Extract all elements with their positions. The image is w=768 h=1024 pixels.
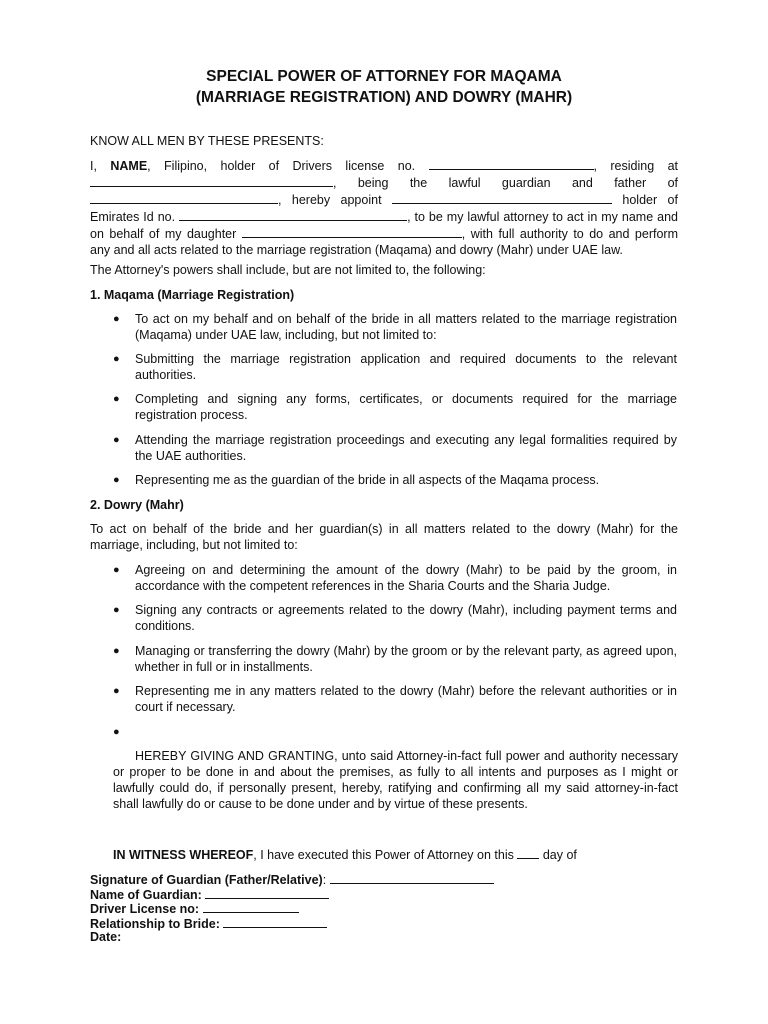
text-emirates-id: Emirates Id no. — [90, 210, 176, 224]
list-item-text: To act on my behalf and on behalf of the bride in all matters related to the marriage registration (Maqama) under UAE law, including, but not limited to: — [135, 312, 677, 342]
list-item-text: Agreeing on and determining the amount of the dowry (Mahr) to be paid by the groom, in accordance with the competent references in the Sharia Courts and the Sharia Judge. — [135, 563, 677, 593]
license-blank — [429, 157, 594, 170]
bullet-icon: ● — [113, 353, 120, 365]
license-no-blank — [203, 900, 299, 913]
witness-text: , I have executed this Power of Attorney on this — [253, 848, 514, 862]
powers-intro: The Attorney's powers shall include, but are not limited to, the following: — [90, 263, 486, 277]
bullet-icon: ● — [113, 474, 120, 486]
list-item-text: Completing and signing any forms, certificates, or documents required for the marriage registration process. — [135, 392, 677, 422]
section2-intro: To act on behalf of the bride and her guardian(s) in all matters related to the dowry (Mahr) for the marriage, including, but not limited to: — [90, 522, 678, 552]
granting-paragraph: HEREBY GIVING AND GRANTING, unto said Attorney-in-fact full power and authority necessary or proper to be done in and about the premises, as fully to all intents and purposes as I might or lawfully could do, if personally present, hereby, ratifying and confirming all my said attorney-in-fact shall lawfully do or cause to be done under and by virtue of these presents. — [113, 749, 678, 811]
guardian-name-label: Name of Guardian: — [90, 888, 202, 902]
list-item-text: Representing me as the guardian of the bride in all aspects of the Maqama process. — [135, 473, 600, 487]
para-line-3 — [90, 191, 678, 208]
text-hereby-appoint: , hereby appoint — [278, 193, 382, 207]
bullet-icon: ● — [113, 604, 120, 616]
list-item-text: Signing any contracts or agreements related to the dowry (Mahr), including payment terms and conditions. — [135, 603, 677, 633]
list-item — [113, 351, 677, 383]
name-placeholder: NAME — [110, 159, 148, 173]
para-line-4 — [90, 208, 678, 225]
day-blank — [517, 846, 539, 859]
text-residing: , residing at — [593, 159, 678, 173]
title-line-1: SPECIAL POWER OF ATTORNEY FOR MAQAMA — [206, 68, 562, 85]
list-item — [113, 643, 677, 675]
list-item — [113, 432, 677, 464]
witness-line — [113, 846, 577, 863]
list-item-text: Representing me in any matters related to the dowry (Mahr) before the relevant authorities or in court if necessary. — [135, 684, 677, 714]
list-item — [113, 311, 677, 343]
bullet-icon: ● — [113, 313, 120, 325]
bullet-icon: ● — [113, 645, 120, 657]
witness-bold: IN WITNESS WHEREOF — [113, 848, 254, 862]
attorney-name-blank — [392, 191, 612, 204]
para-line-6: any and all acts related to the marriage registration (Maqama) and dowry (Mahr) under UAE law. — [90, 243, 623, 257]
license-label: Driver License no: — [90, 902, 200, 916]
intro-text: KNOW ALL MEN BY THESE PRESENTS: — [90, 134, 324, 148]
para-line-1 — [90, 157, 678, 174]
text-being-guardian: , being the lawful guardian and father of — [333, 176, 678, 190]
list-item — [113, 472, 677, 488]
section2-heading: 2. Dowry (Mahr) — [90, 498, 184, 512]
relationship-line — [90, 915, 327, 932]
signature-colon: : — [322, 873, 327, 887]
text-i: I, — [90, 159, 97, 173]
title-line-2: (MARRIAGE REGISTRATION) AND DOWRY (MAHR) — [195, 89, 573, 106]
emirates-id-blank — [179, 208, 407, 221]
list-item-text: Submitting the marriage registration application and required documents to the relevant authorities. — [135, 352, 677, 382]
witness-day-of: day of — [542, 848, 577, 862]
list-item-text: Attending the marriage registration proceedings and executing any legal formalities required by the UAE authorities. — [135, 433, 677, 463]
text-filipino: , Filipino, holder of Drivers license no. — [147, 159, 416, 173]
signature-label: Signature of Guardian (Father/Relative) — [90, 873, 323, 887]
signature-blank — [330, 871, 494, 884]
relationship-label: Relationship to Bride: — [90, 917, 220, 931]
text-holder-of: holder of — [622, 193, 678, 207]
guardian-name-blank — [205, 886, 329, 899]
list-item — [113, 562, 677, 594]
document-title — [90, 66, 678, 108]
bullet-icon: ● — [113, 434, 120, 446]
list-item — [113, 602, 677, 634]
list-item-text: Managing or transferring the dowry (Mahr) by the groom or by the relevant party, as agreed upon, whether in full or in installments. — [135, 644, 677, 674]
text-on-behalf: on behalf of my daughter — [90, 227, 237, 241]
list-item — [113, 683, 677, 715]
text-lawful-attorney: , to be my lawful attorney to act in my name and — [407, 210, 678, 224]
bullet-icon: ● — [113, 685, 120, 697]
bullet-icon: ● — [113, 564, 120, 576]
relationship-blank — [223, 915, 327, 928]
daughter-name-blank — [90, 191, 278, 204]
bullet-icon: ● — [113, 726, 120, 738]
para-line-5 — [90, 225, 678, 242]
text-full-authority: , with full authority to do and perform — [461, 227, 679, 241]
address-blank — [90, 174, 333, 187]
date-label: Date: — [90, 930, 122, 944]
appointment-paragraph — [90, 157, 678, 258]
bullet-icon: ● — [113, 393, 120, 405]
date-line — [90, 929, 121, 945]
section1-heading: 1. Maqama (Marriage Registration) — [90, 288, 295, 302]
list-item — [113, 391, 677, 423]
bride-name-blank — [242, 225, 462, 238]
para-line-2 — [90, 174, 678, 191]
